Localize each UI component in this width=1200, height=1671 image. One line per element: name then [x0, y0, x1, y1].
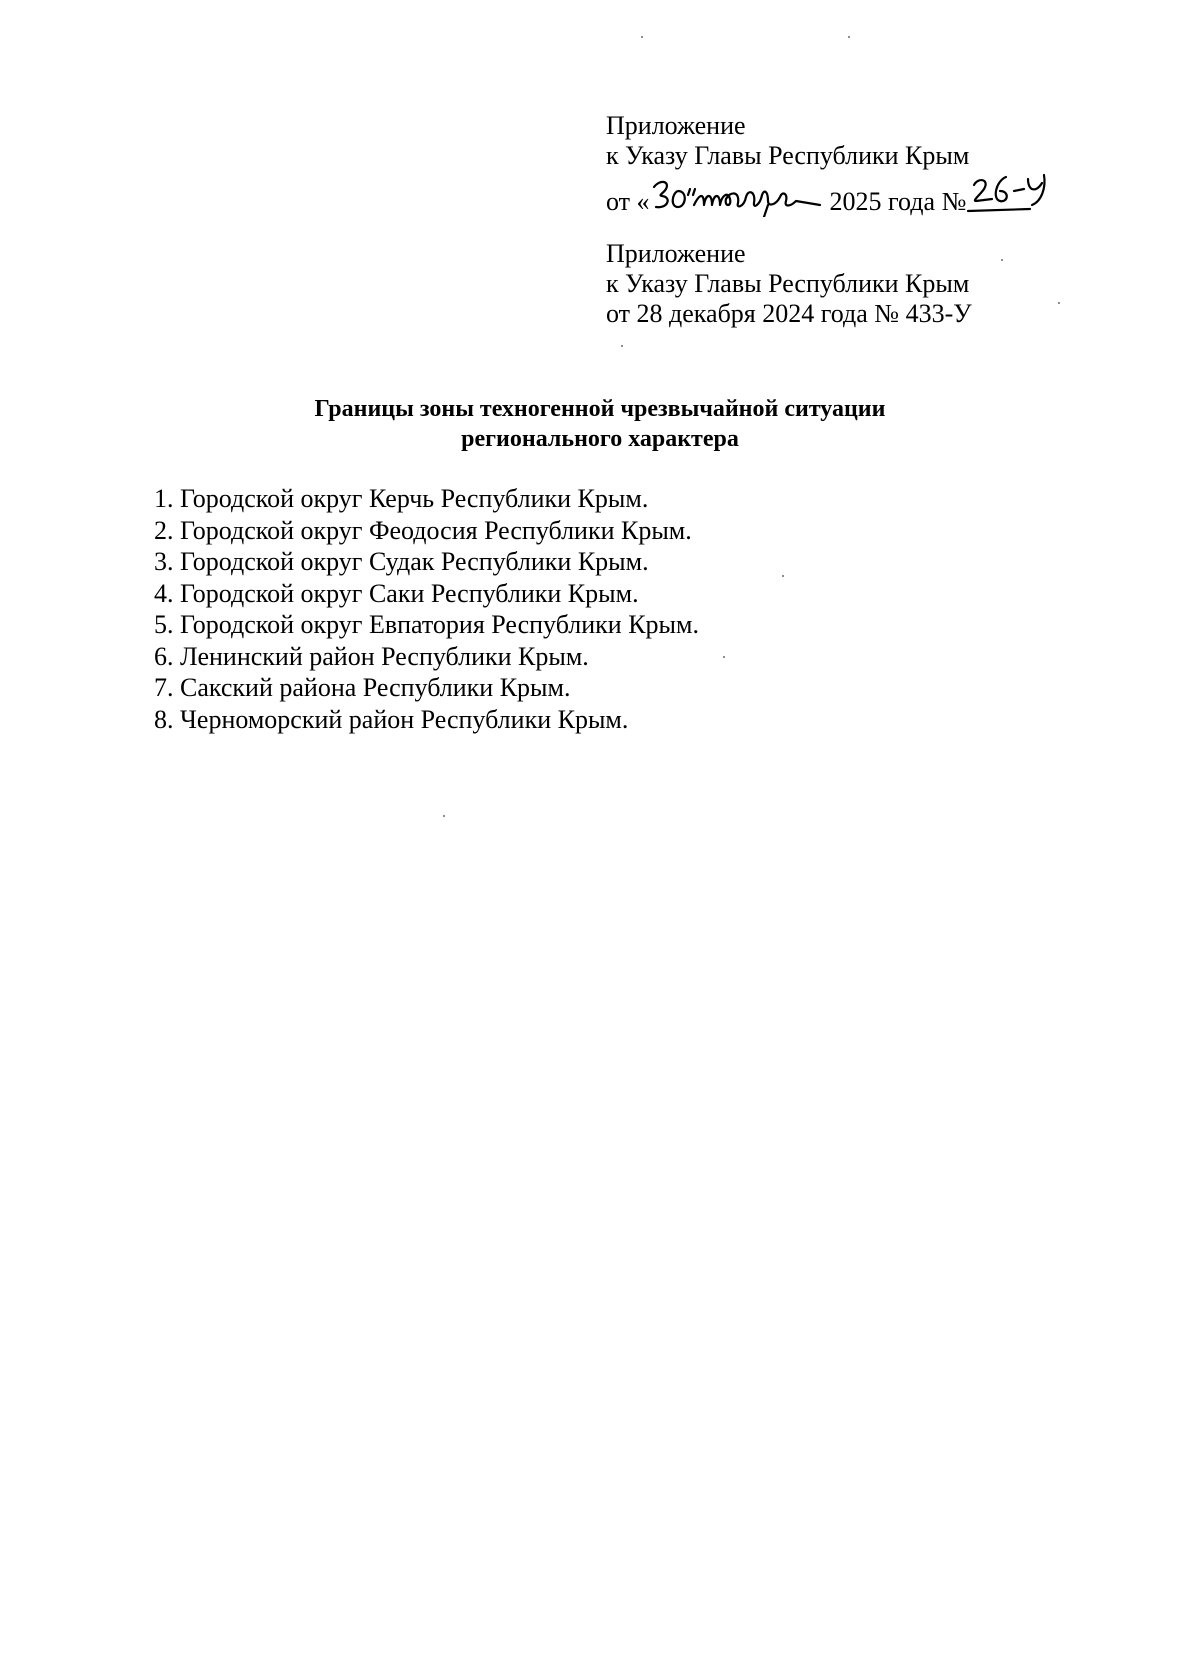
scan-speck: [641, 36, 643, 38]
handwritten-date: [650, 175, 830, 217]
annex-label: Приложение: [606, 239, 746, 268]
handwritten-number: [966, 171, 1066, 217]
scan-speck: [1058, 302, 1060, 304]
list-item: 1. Городской округ Керчь Республики Крым.: [154, 484, 649, 513]
scan-speck: [848, 36, 850, 38]
scan-speck: [443, 815, 445, 817]
scan-speck: [723, 656, 725, 658]
zone-list: [154, 483, 699, 735]
annex-date-line: [606, 171, 1086, 217]
list-item: 6. Ленинский район Республики Крым.: [154, 641, 589, 671]
date-suffix: 2025 года №: [829, 187, 967, 216]
list-item: 4. Городской округ Саки Республики Крым.: [154, 578, 639, 608]
title-line-2: регионального характера: [461, 426, 739, 452]
annex-header-previous: [606, 239, 1086, 329]
scan-speck: [621, 345, 623, 347]
list-item: 8. Черноморский район Республики Крым.: [154, 704, 629, 734]
annex-date-line: от 28 декабря 2024 года № 433-У: [606, 299, 972, 328]
annex-decree-reference: к Указу Главы Республики Крым: [606, 269, 970, 298]
handwritten-date-scribble: [650, 175, 830, 217]
date-prefix: от «: [606, 187, 650, 216]
document-title: [200, 394, 1000, 454]
annex-header-current: [606, 111, 1086, 217]
handwritten-number-scribble: [966, 171, 1066, 217]
scan-speck: [1001, 259, 1003, 261]
annex-label: Приложение: [606, 111, 746, 140]
title-line-1: Границы зоны техногенной чрезвычайной ситуации: [314, 396, 886, 422]
annex-decree-reference: к Указу Главы Республики Крым: [606, 141, 970, 170]
list-item: 2. Городской округ Феодосия Республики Крым.: [154, 515, 692, 545]
list-item: 3. Городской округ Судак Республики Крым.: [154, 547, 649, 576]
list-item: 5. Городской округ Евпатория Республики Крым.: [154, 610, 699, 639]
scan-speck: [782, 575, 784, 577]
list-item: 7. Сакский района Республики Крым.: [154, 673, 571, 702]
